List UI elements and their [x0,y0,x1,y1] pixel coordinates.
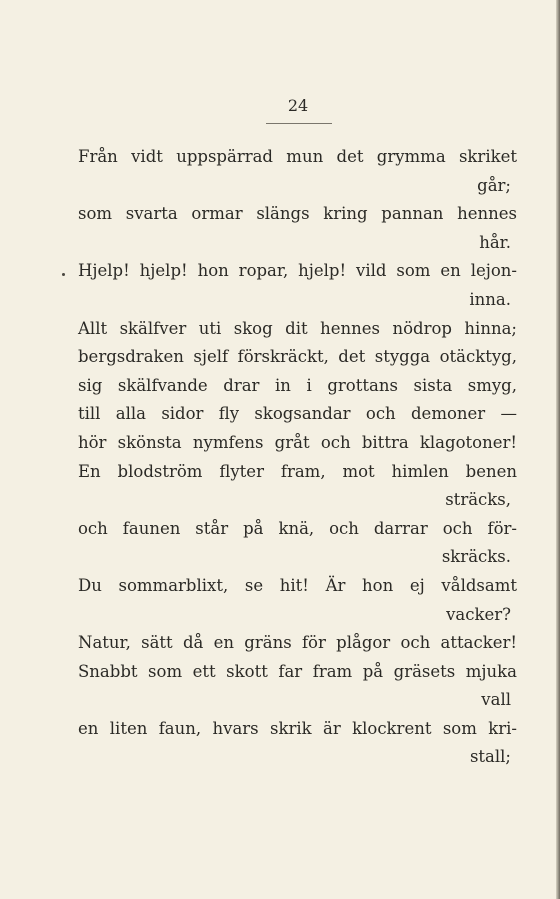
verse-line: Snabbt som ett skott far fram på gräsets mjuka [78,661,517,681]
verse-line-continuation: vacker? [446,604,511,624]
verse-line-continuation: går; [477,175,511,195]
verse-line: Du sommarblixt, se hit! Är hon ej våldsamt [78,575,517,595]
verse-line: Natur, sätt då en gräns för plågor och attacker! [78,633,517,653]
verse-line-continuation: inna. [469,289,511,309]
margin-mark [62,273,65,276]
verse-line: Från vidt uppspärrad mun det grymma skriket [78,147,517,166]
verse-line: En blodström flyter fram, mot himlen benen [78,461,517,481]
header-rule [266,123,332,124]
page-number: 24 [287,96,309,115]
page-edge-shadow [556,0,560,899]
verse-line: sig skälfvande drar in i grottans sista smyg, [78,375,517,395]
verse-line: Hjelp! hjelp! hon ropar, hjelp! vild som en lejon- [78,261,517,281]
verse-line: till alla sidor fly skogsandar och demoner — [78,404,517,424]
verse-line-continuation: skräcks. [441,547,511,567]
verse-line-continuation: vall [481,690,511,710]
verse-line: Allt skälfver uti skog dit hennes nödrop hinna; [78,318,517,338]
verse-line-continuation: sträcks, [445,490,511,510]
verse-line: som svarta ormar slängs kring pannan hennes [78,204,517,224]
verse-line: en liten faun, hvars skrik är klockrent som kri- [78,718,517,738]
verse-line: och faunen står på knä, och darrar och för- [78,518,517,538]
verse-line-continuation: stall; [469,747,511,767]
verse-line: hör skönsta nymfens gråt och bittra klagotoner! [78,432,517,452]
verse-line: bergsdraken sjelf förskräckt, det stygga otäcktyg, [78,347,517,367]
verse-line-continuation: hår. [479,232,511,252]
poem-body [78,143,517,772]
